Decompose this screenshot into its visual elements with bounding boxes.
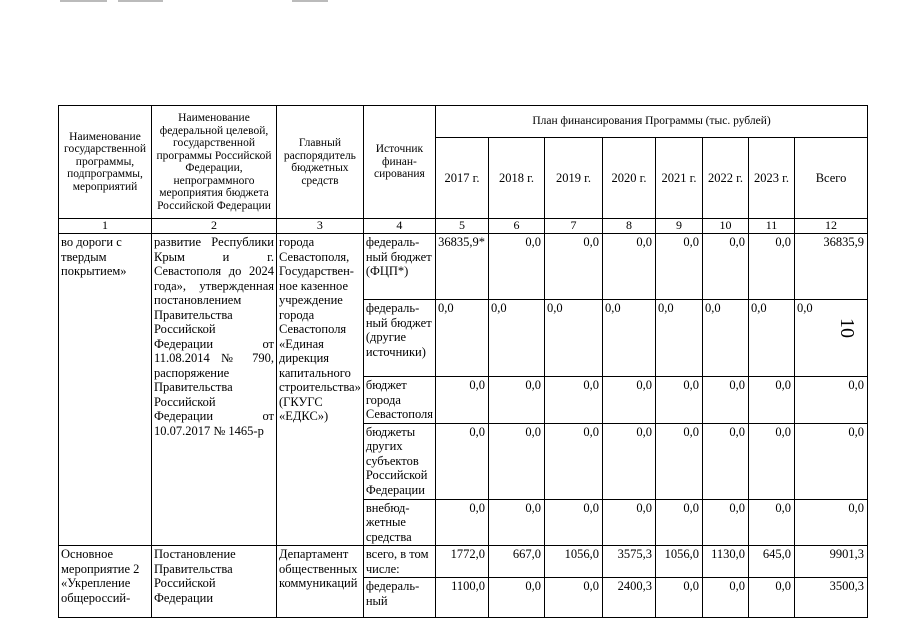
value-cell: 0,0 bbox=[703, 499, 749, 546]
value-cell: 0,0 bbox=[545, 423, 603, 499]
header-year: 2018 г. bbox=[489, 138, 545, 219]
funding-source: бюджеты других субъектов Российской Федерации bbox=[363, 423, 435, 499]
value-cell: 0,0 bbox=[436, 499, 489, 546]
scan-artifact bbox=[60, 0, 107, 2]
header-year: 2017 г. bbox=[436, 138, 489, 219]
column-index: 12 bbox=[795, 219, 868, 234]
total-cell: 0,0 bbox=[795, 499, 868, 546]
value-cell: 0,0 bbox=[603, 423, 656, 499]
value-cell: 0,0 bbox=[749, 300, 795, 377]
value-cell: 0,0 bbox=[749, 377, 795, 424]
value-cell: 0,0 bbox=[489, 499, 545, 546]
value-cell: 0,0 bbox=[703, 423, 749, 499]
program-name-cell: во дороги с твердым покрытием» bbox=[59, 234, 152, 546]
value-cell: 0,0 bbox=[545, 578, 603, 618]
value-cell: 0,0 bbox=[703, 578, 749, 618]
value-cell: 1056,0 bbox=[656, 546, 703, 578]
value-cell: 0,0 bbox=[656, 300, 703, 377]
funding-source: внебюд-жетные средства bbox=[363, 499, 435, 546]
value-cell: 1056,0 bbox=[545, 546, 603, 578]
value-cell: 0,0 bbox=[603, 499, 656, 546]
total-cell: 36835,9 bbox=[795, 234, 868, 300]
value-cell: 0,0 bbox=[749, 423, 795, 499]
value-cell: 0,0 bbox=[749, 578, 795, 618]
value-cell: 0,0 bbox=[603, 234, 656, 300]
value-cell: 0,0 bbox=[489, 234, 545, 300]
value-cell: 0,0 bbox=[545, 300, 603, 377]
value-cell: 0,0 bbox=[603, 377, 656, 424]
value-cell: 0,0 bbox=[489, 377, 545, 424]
column-index: 4 bbox=[363, 219, 435, 234]
value-cell: 3575,3 bbox=[603, 546, 656, 578]
funding-source: всего, в том числе: bbox=[363, 546, 435, 578]
total-cell: 0,0 bbox=[795, 300, 868, 377]
header-year: 2023 г. bbox=[749, 138, 795, 219]
value-cell: 0,0 bbox=[656, 499, 703, 546]
total-cell: 0,0 bbox=[795, 377, 868, 424]
manager-cell: города Севастополя, Государствен-ное казенное учреждение города Севастополя «Единая дирекция капитального строительства» (ГКУГС «ЕДКС») bbox=[277, 234, 364, 546]
value-cell: 645,0 bbox=[749, 546, 795, 578]
value-cell: 36835,9* bbox=[436, 234, 489, 300]
column-index: 11 bbox=[749, 219, 795, 234]
value-cell: 667,0 bbox=[489, 546, 545, 578]
value-cell: 0,0 bbox=[703, 234, 749, 300]
page-number: 10 bbox=[836, 318, 858, 338]
value-cell: 0,0 bbox=[436, 300, 489, 377]
scan-artifact bbox=[118, 0, 163, 2]
scan-artifact bbox=[292, 0, 328, 2]
value-cell: 1772,0 bbox=[436, 546, 489, 578]
column-index: 3 bbox=[277, 219, 364, 234]
financing-table bbox=[58, 105, 868, 618]
column-index: 8 bbox=[603, 219, 656, 234]
column-index: 1 bbox=[59, 219, 152, 234]
value-cell: 0,0 bbox=[436, 377, 489, 424]
value-cell: 0,0 bbox=[703, 300, 749, 377]
value-cell: 1100,0 bbox=[436, 578, 489, 618]
funding-source: бюджет города Севастополя bbox=[363, 377, 435, 424]
value-cell: 1130,0 bbox=[703, 546, 749, 578]
value-cell: 0,0 bbox=[749, 234, 795, 300]
value-cell: 0,0 bbox=[436, 423, 489, 499]
funding-source: федераль-ный bbox=[363, 578, 435, 618]
header-year: 2020 г. bbox=[603, 138, 656, 219]
column-index: 7 bbox=[545, 219, 603, 234]
federal-program-cell: Постановление Правительства Российской Федерации bbox=[152, 546, 277, 618]
value-cell: 0,0 bbox=[656, 377, 703, 424]
funding-source: федераль-ный бюджет (другие источники) bbox=[363, 300, 435, 377]
total-cell: 3500,3 bbox=[795, 578, 868, 618]
value-cell: 0,0 bbox=[545, 377, 603, 424]
value-cell: 0,0 bbox=[703, 377, 749, 424]
header-year: 2021 г. bbox=[656, 138, 703, 219]
value-cell: 0,0 bbox=[603, 300, 656, 377]
value-cell: 0,0 bbox=[545, 499, 603, 546]
federal-program-cell: развитие Республики Крым и г. Севастополя до 2024 года», утвержденная постановлением Правительства Российской Федерации от 11.08.2014 № 790, распоряжение Правительства Российской Федерации от 10.07.2017 № 1465-р bbox=[152, 234, 277, 546]
header-federal-program: Наименование федеральной целевой, государственной программы Российской Федерации, непрограммного мероприятия бюджета Российской Федерации bbox=[152, 106, 277, 219]
column-index: 5 bbox=[436, 219, 489, 234]
value-cell: 0,0 bbox=[545, 234, 603, 300]
value-cell: 0,0 bbox=[489, 423, 545, 499]
header-year: 2022 г. bbox=[703, 138, 749, 219]
value-cell: 0,0 bbox=[749, 499, 795, 546]
total-cell: 9901,3 bbox=[795, 546, 868, 578]
value-cell: 2400,3 bbox=[603, 578, 656, 618]
header-year: 2019 г. bbox=[545, 138, 603, 219]
header-total: Всего bbox=[795, 138, 868, 219]
header-plan: План финансирования Программы (тыс. рублей) bbox=[436, 106, 868, 138]
funding-source: федераль-ный бюджет (ФЦП*) bbox=[363, 234, 435, 300]
column-index: 9 bbox=[656, 219, 703, 234]
value-cell: 0,0 bbox=[656, 234, 703, 300]
value-cell: 0,0 bbox=[489, 300, 545, 377]
value-cell: 0,0 bbox=[656, 423, 703, 499]
header-source: Источник финан-сирования bbox=[363, 106, 435, 219]
header-program: Наименование государственной программы, подпрограммы, мероприятий bbox=[59, 106, 152, 219]
column-index: 2 bbox=[152, 219, 277, 234]
column-index: 10 bbox=[703, 219, 749, 234]
column-index: 6 bbox=[489, 219, 545, 234]
value-cell: 0,0 bbox=[489, 578, 545, 618]
value-cell: 0,0 bbox=[656, 578, 703, 618]
manager-cell: Департамент общественных коммуникаций bbox=[277, 546, 364, 618]
header-manager: Главный распорядитель бюджетных средств bbox=[277, 106, 364, 219]
total-cell: 0,0 bbox=[795, 423, 868, 499]
program-name-cell: Основное мероприятие 2 «Укрепление общероссий- bbox=[59, 546, 152, 618]
